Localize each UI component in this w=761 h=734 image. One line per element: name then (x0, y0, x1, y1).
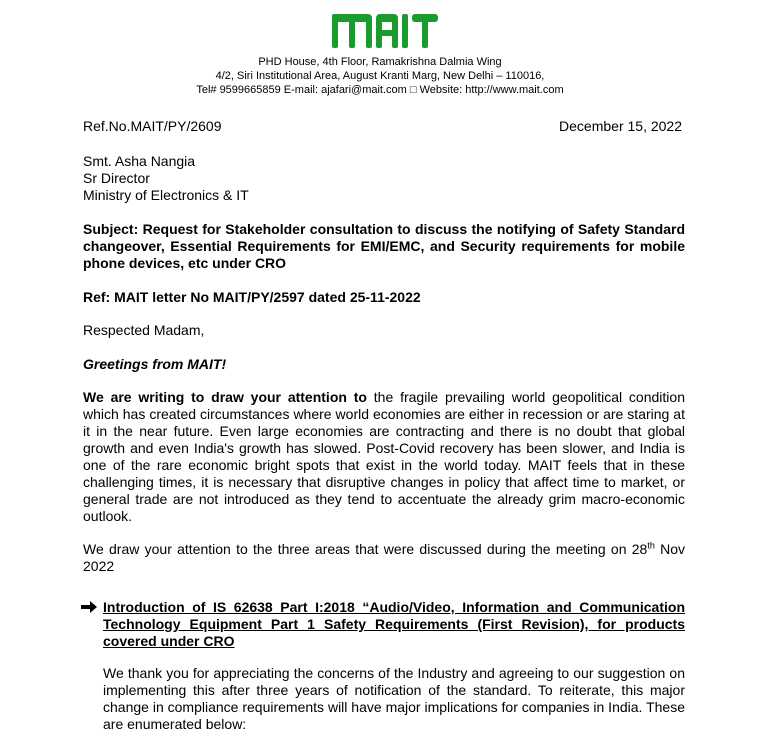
address-line-2: 4/2, Siri Institutional Area, August Kranti Marg, New Delhi – 110016, (215, 70, 545, 82)
reference-number: Ref.No.MAIT/PY/2609 (83, 118, 222, 134)
subject-line (83, 221, 685, 272)
recipient-title: Sr Director (83, 170, 150, 186)
body-paragraph-2-tail: Nov 2022 (83, 541, 685, 574)
letter-date: December 15, 2022 (559, 118, 682, 134)
salutation: Respected Madam, (83, 322, 205, 338)
arrow-right-icon (80, 600, 98, 614)
body-paragraph-2 (83, 541, 685, 575)
subject-text: : Request for Stakeholder consultation to discuss the notifying of Safety Standard changeover, Essential Requirements for EMI/EMC, and Security requirements for mobile phone devices, etc under CRO (83, 221, 685, 271)
body-paragraph-2-text: We draw your attention to the three areas that were discussed during the meeting on 28 (83, 541, 648, 557)
ordinal-suffix: th (647, 540, 655, 551)
section-1-heading: Introduction of IS 62638 Part I:2018 “Audio/Video, Information and Communication Technology Equipment Part 1 Safety Requirements (First Revision), for products covered under CRO (103, 599, 685, 649)
address-line-1: PHD House, 4th Floor, Ramakrishna Dalmia Wing (258, 56, 502, 68)
subject-label: Subject (83, 221, 134, 237)
body-paragraph-1-text: the fragile prevailing world geopolitical condition which has created circumstances where world economies are either in recession or are staring at it in the near future. Even large economies are contracting and there is no doubt that global growth and even India's growth has slowed. Post-Covid recovery has been slower, and India is one of the rare economic bright spots that exist in the world today. MAIT feels that in these challenging times, it is necessary that disruptive changes in policy that affect time to market, or general trade are not introduced as they tend to accentuate the already grim macro-economic outlook. (83, 389, 685, 524)
recipient-name: Smt. Asha Nangia (83, 153, 196, 169)
body-paragraph-1-lead: We are writing to draw your attention to (83, 389, 367, 405)
greeting: Greetings from MAIT! (83, 356, 227, 372)
mait-logo (330, 8, 440, 50)
recipient-organization: Ministry of Electronics & IT (83, 187, 249, 203)
address-line-3: Tel# 9599665859 E-mail: ajafari@mait.com □ Website: http://www.mait.com (196, 84, 564, 96)
section-1-body: We thank you for appreciating the concerns of the Industry and agreeing to our suggestion on implementing this after three years of notification of the standard. To reiterate, this major change in compliance requirements will have major implications for companies in India. These are enumerated below: (103, 665, 685, 732)
body-paragraph-1 (83, 389, 685, 525)
reference-line: Ref: MAIT letter No MAIT/PY/2597 dated 25-11-2022 (83, 289, 421, 305)
